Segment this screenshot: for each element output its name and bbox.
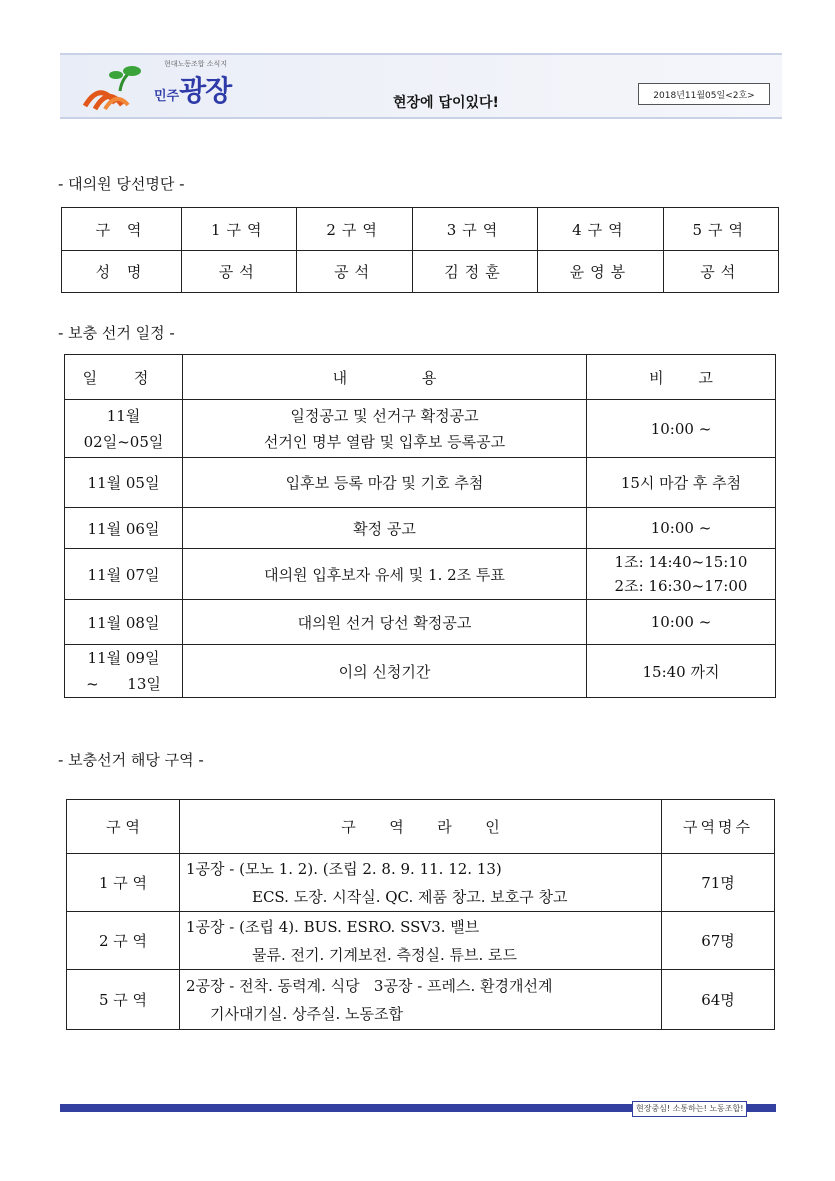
elected-table (61, 207, 779, 293)
table-cell: 64명 (662, 970, 775, 1030)
table-row (65, 355, 776, 400)
table-header: 비 고 (587, 355, 776, 400)
table-cell: 1조: 14:40~15:10 2조: 16:30~17:00 (587, 549, 776, 600)
table-cell: 11월 05일 (65, 458, 183, 508)
logo-icon (80, 61, 150, 113)
table-cell: 11월 07일 (65, 549, 183, 600)
table-cell: 67명 (662, 912, 775, 970)
table-cell: 5 구 역 (67, 970, 180, 1030)
table-cell: 1공장 - (모노 1. 2). (조립 2. 8. 9. 11. 12. 13) ECS. 도장. 시작실. QC. 제품 창고. 보호구 창고 (180, 854, 662, 912)
table-header: 일 정 (65, 355, 183, 400)
table-cell: 대의원 선거 당선 확정공고 (183, 600, 587, 645)
table-cell: 71명 (662, 854, 775, 912)
table-cell: 4구역 (538, 208, 663, 251)
section-heading-elected: - 대의원 당선명단 - (58, 175, 185, 193)
table-cell: 1공장 - (조립 4). BUS. ESRO. SSV3. 밸브 물류. 전기. 기계보전. 측정실. 튜브. 로드 (180, 912, 662, 970)
table-cell: 김정훈 (412, 251, 537, 293)
table-row (62, 208, 779, 251)
table-row (62, 251, 779, 293)
table-header: 내 용 (183, 355, 587, 400)
table-cell: 2 구 역 (67, 912, 180, 970)
table-cell: 11월 02일~05일 (65, 400, 183, 458)
table-row (65, 458, 776, 508)
table-cell: 11월 09일 ~ 13일 (65, 645, 183, 698)
table-cell: 확정 공고 (183, 508, 587, 549)
table-cell: 구 역 (62, 208, 182, 251)
table-cell: 15시 마감 후 추첨 (587, 458, 776, 508)
table-cell: 공석 (663, 251, 778, 293)
table-cell: 10:00 ~ (587, 400, 776, 458)
table-cell: 공석 (297, 251, 412, 293)
header-banner (60, 53, 782, 119)
table-cell: 1구역 (182, 208, 297, 251)
table-cell: 이의 신청기간 (183, 645, 587, 698)
zones-table (66, 799, 775, 1030)
table-cell: 5구역 (663, 208, 778, 251)
table-row (65, 400, 776, 458)
logo-wordmark: 민주광장 (154, 74, 232, 107)
table-cell: 10:00 ~ (587, 508, 776, 549)
table-cell: 공석 (182, 251, 297, 293)
schedule-table (64, 354, 776, 698)
section-heading-schedule: - 보충 선거 일정 - (58, 324, 175, 342)
issue-date: 2018년11월05일<2호> (638, 83, 770, 105)
section-heading-zones: - 보충선거 해당 구역 - (58, 751, 204, 769)
table-row (65, 549, 776, 600)
table-row (65, 645, 776, 698)
table-cell: 성 명 (62, 251, 182, 293)
table-header: 구 역 (67, 800, 180, 854)
table-row (67, 854, 775, 912)
table-row (65, 600, 776, 645)
table-cell: 1 구 역 (67, 854, 180, 912)
table-cell: 일정공고 및 선거구 확정공고 선거인 명부 열람 및 입후보 등록공고 (183, 400, 587, 458)
table-row (65, 508, 776, 549)
table-cell: 입후보 등록 마감 및 기호 추첨 (183, 458, 587, 508)
table-cell: 10:00 ~ (587, 600, 776, 645)
footer-slogan: 현장중심! 소통하는! 노동조합! (632, 1101, 747, 1117)
table-cell: 3구역 (412, 208, 537, 251)
table-row (67, 970, 775, 1030)
table-row (67, 800, 775, 854)
table-cell: 윤영봉 (538, 251, 663, 293)
table-cell: 11월 06일 (65, 508, 183, 549)
table-cell: 11월 08일 (65, 600, 183, 645)
table-cell: 대의원 입후보자 유세 및 1. 2조 투표 (183, 549, 587, 600)
table-row (67, 912, 775, 970)
table-header: 구역명수 (662, 800, 775, 854)
table-header: 구 역 라 인 (180, 800, 662, 854)
slogan: 현장에 답이있다! (393, 95, 499, 111)
table-cell: 15:40 까지 (587, 645, 776, 698)
table-cell: 2공장 - 전착. 동력계. 식당 3공장 - 프레스. 환경개선계 기사대기실. 상주실. 노동조합 (180, 970, 662, 1030)
logo-subtitle: 현대노동조합 소식지 (164, 60, 228, 68)
table-cell: 2구역 (297, 208, 412, 251)
